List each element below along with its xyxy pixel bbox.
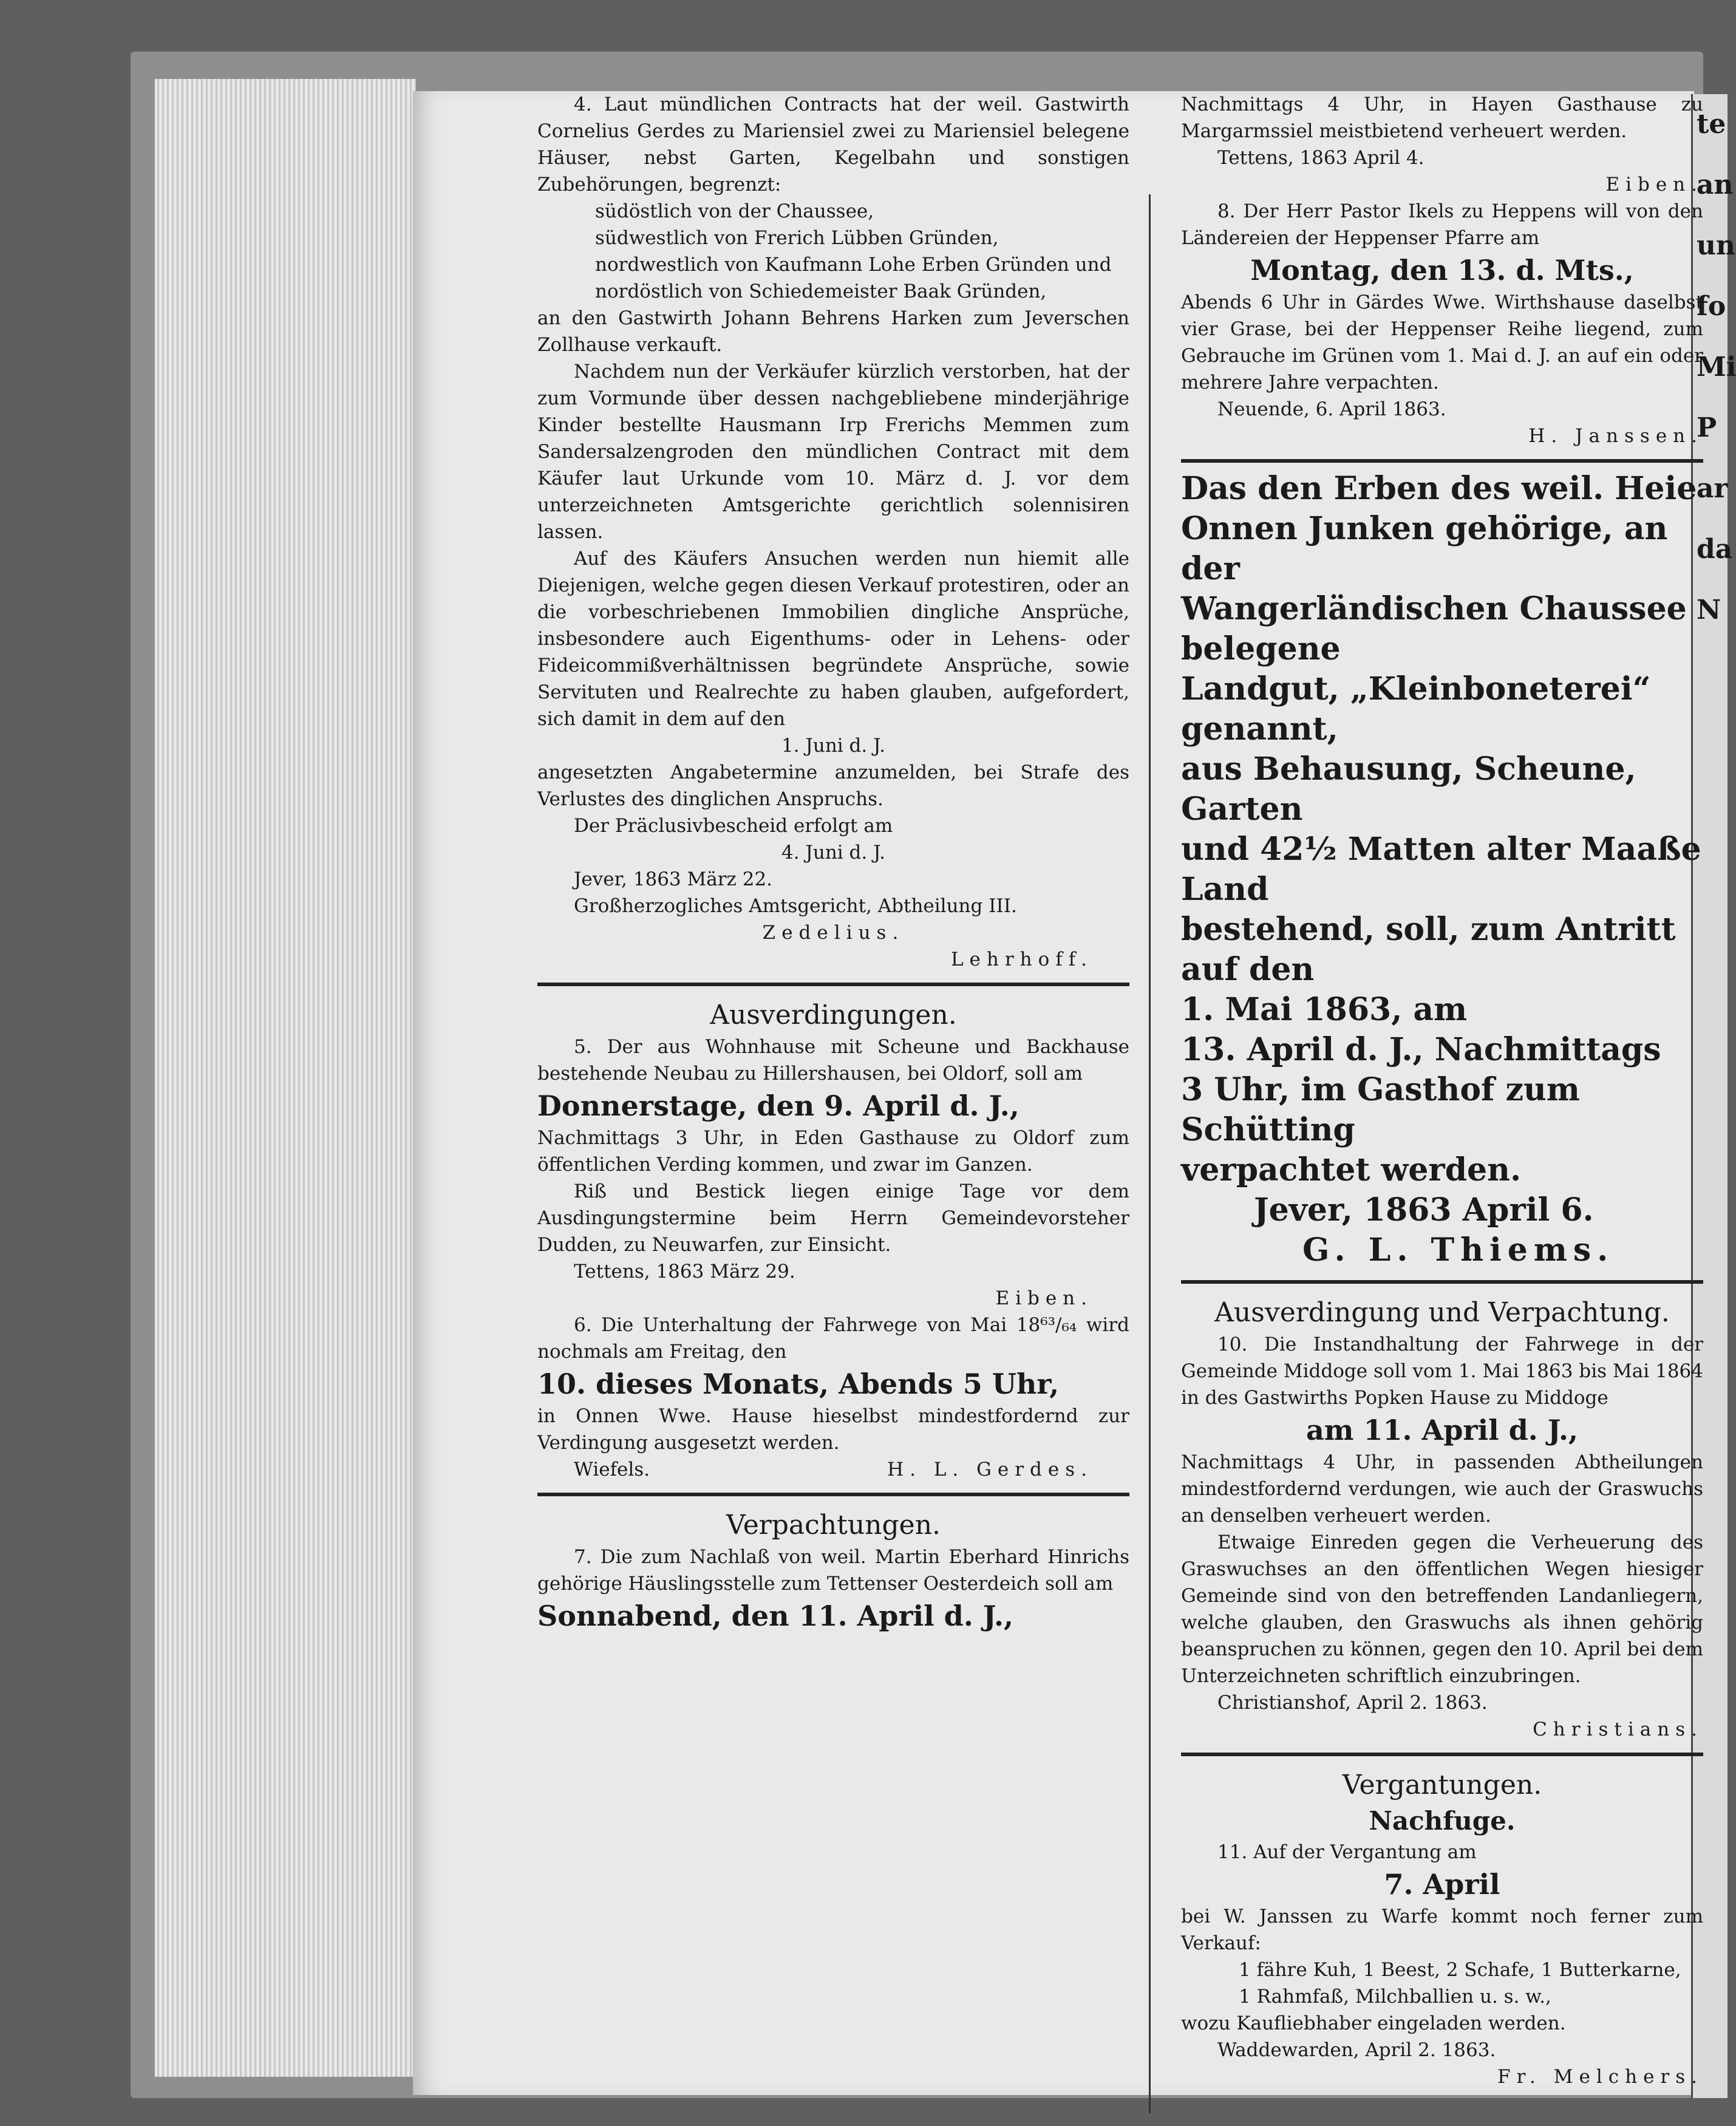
ad-line: bestehend, soll, zum Antritt auf den <box>1181 911 1676 988</box>
section-heading: Verpachtungen. <box>726 1510 941 1541</box>
next-page-fragment: te <box>1697 109 1726 140</box>
next-page-fragment: un <box>1697 230 1735 261</box>
notice-8-place: Neuende, 6. April 1863. <box>1217 398 1446 420</box>
notice-6-text: 6. Die Unterhaltung der Fahrwege von Mai 18⁶³/₆₄ wird nochmals am Freitag, den <box>537 1314 1129 1363</box>
notice-4-place: Jever, 1863 März 22. <box>574 868 773 890</box>
section-heading: Ausverdingungen. <box>710 1000 957 1031</box>
notice-8-signature: H. Janssen. <box>1528 425 1703 447</box>
notice-11-date: 7. April <box>1384 1868 1500 1901</box>
notice-5-paragraph: Nachmittags 3 Uhr, in Eden Gasthause zu Oldorf zum öffentlichen Verding kommen, und zwar im Ganzen. <box>537 1127 1129 1176</box>
section-heading: Ausverdingung und Verpachtung. <box>1214 1297 1670 1328</box>
next-page-fragment: fo <box>1697 291 1726 322</box>
column-divider <box>1149 194 1151 2113</box>
next-page-fragment: Mi <box>1697 352 1736 383</box>
ad-line: 3 Uhr, im Gasthof zum Schütting <box>1181 1071 1580 1148</box>
notice-8-date: Montag, den 13. d. Mts., <box>1250 254 1634 287</box>
notice-6-footer <box>537 1456 1129 1483</box>
notice-11-place: Waddewarden, April 2. 1863. <box>1217 2039 1496 2061</box>
notice-5-paragraph: Riß und Bestick liegen einige Tage vor dem Ausdingungstermine beim Herrn Gemeindevorsteher Dudden, zu Neuwarfen, zur Einsicht. <box>537 1181 1129 1256</box>
notice-11-paragraph: bei W. Janssen zu Warfe kommt noch ferner zum Verkauf: <box>1181 1906 1703 1954</box>
section-rule <box>1181 459 1703 463</box>
notice-4-paragraph: Nachdem nun der Verkäufer kürzlich verstorben, hat der zum Vormunde über dessen nachgebliebene minderjährige Kinder bestellte Hausmann Irp Frerichs Memmen zum Sandersalzengroden den mündlichen Contract mit dem Käufer laut Urkunde vom 10. März d. J. vor dem unterzeichneten Amtsgerichte gerichtlich solennisiren lassen. <box>537 361 1129 543</box>
next-page-fragment: P <box>1697 412 1717 443</box>
boundary-line: südwestlich von Frerich Lübben Gründen, <box>595 227 999 249</box>
notice-10-paragraph: Nachmittags 4 Uhr, in passenden Abtheilungen mindestfordernd verdungen, wie auch der Graswuchs an denselben verheuert werden. <box>1181 1451 1703 1527</box>
ad-line: Landgut, „Kleinboneterei“ genannt, <box>1181 670 1651 748</box>
notice-11-text: 11. Auf der Vergantung am <box>1217 1841 1477 1863</box>
notice-6-date: 10. dieses Monats, Abends 5 Uhr, <box>537 1368 1060 1400</box>
section-subheading: Nachfuge. <box>1369 1806 1516 1836</box>
notice-6-signature: H. L. Gerdes. <box>887 1459 1093 1480</box>
notice-11-item: 1 Rahmfaß, Milchballien u. s. w., <box>1239 1986 1551 2008</box>
notice-10-paragraph: Etwaige Einreden gegen die Verheuerung des Graswuchses an den öffentlichen Wegen hiesiger Gemeinde sind von den betreffenden Landanliegern, welche glauben, den Graswuchs als ihnen gehörig beanspruchen zu können, gegen den 10. April bei dem Unterzeichneten schriftlich einzubringen. <box>1181 1531 1703 1687</box>
ad-line: 1. Mai 1863, am <box>1181 991 1468 1028</box>
continuation-signature: Eiben. <box>1605 174 1703 196</box>
notice-7 <box>537 1544 1129 1635</box>
notice-4-date: 1. Juni d. J. <box>781 735 885 757</box>
notice-4-sale: an den Gastwirth Johann Behrens Harken zum Jeverschen Zollhause verkauft. <box>537 307 1129 356</box>
ad-place: Jever, 1863 April 6. <box>1254 1191 1594 1228</box>
notice-10-date: am 11. April d. J., <box>1305 1414 1578 1446</box>
ad-line: verpachtet werden. <box>1181 1151 1522 1188</box>
boundary-line: nordöstlich von Schiedemeister Baak Gründen, <box>595 281 1047 302</box>
notice-6-paragraph: in Onnen Wwe. Hause hieselbst mindestfordernd zur Verdingung ausgesetzt werden. <box>537 1405 1129 1454</box>
notice-11-paragraph: wozu Kaufliebhaber eingeladen werden. <box>1181 2012 1566 2034</box>
section-rule <box>1181 1280 1703 1284</box>
notice-4-paragraph: angesetzten Angabetermine anzumelden, bei Strafe des Verlustes des dinglichen Anspruchs. <box>537 761 1129 810</box>
notice-7-date: Sonnabend, den 11. April d. J., <box>537 1600 1014 1632</box>
right-column <box>1181 91 1703 2090</box>
notice-6-place: Wiefels. <box>574 1459 650 1480</box>
notice-5-place: Tettens, 1863 März 29. <box>574 1261 795 1283</box>
notice-7-text: 7. Die zum Nachlaß von weil. Martin Eberhard Hinrichs gehörige Häuslingsstelle zum Tettenser Oesterdeich soll am <box>537 1546 1129 1595</box>
boundary-line: südöstlich von der Chaussee, <box>595 200 874 222</box>
notice-10-signature: Christians. <box>1533 1719 1703 1740</box>
notice-5-date: Donnerstage, den 9. April d. J., <box>537 1089 1019 1122</box>
page-edges <box>155 79 416 2077</box>
notice-8 <box>1181 198 1703 449</box>
next-page-fragment: N <box>1697 595 1721 625</box>
section-heading: Vergantungen. <box>1342 1770 1542 1801</box>
notice-4-court: Großherzogliches Amtsgericht, Abtheilung III. <box>574 895 1017 917</box>
next-page-fragment: an <box>1697 169 1734 200</box>
notice-8-paragraph: Abends 6 Uhr in Gärdes Wwe. Wirthshause daselbst vier Grase, bei der Heppenser Reihe liegend, zum Gebrauche im Grünen vom 1. Mai d. J. an auf ein oder mehrere Jahre verpachten. <box>1181 291 1703 394</box>
notice-4-signature: Zedelius. <box>762 922 905 944</box>
notice-4-paragraph: Auf des Käufers Ansuchen werden nun hiemit alle Diejenigen, welche gegen diesen Verkauf protestiren, oder an die vorbeschriebenen Immobilien dingliche Ansprüche, insbesondere auch Eigenthums- oder in Lehens- oder Fideicommißverhältnissen begründete Ansprüche, sowie Servituten und Realrechte zu haben glauben, aufgefordert, sich damit in dem auf den <box>537 548 1129 730</box>
continuation-place: Tettens, 1863 April 4. <box>1217 147 1425 169</box>
estate-lease-ad <box>1181 469 1703 1270</box>
notice-5 <box>537 1034 1129 1312</box>
notice-5-signature: Eiben. <box>995 1287 1093 1309</box>
section-rule <box>537 1493 1129 1496</box>
notice-4 <box>537 91 1129 973</box>
notice-11-item: 1 fähre Kuh, 1 Beest, 2 Schafe, 1 Butterkarne, <box>1239 1959 1681 1981</box>
notice-5-text: 5. Der aus Wohnhause mit Scheune und Backhause bestehende Neubau zu Hillershausen, bei Oldorf, soll am <box>537 1036 1129 1085</box>
ad-line: Das den Erben des weil. Heie <box>1181 470 1697 507</box>
next-page-fragment: ar <box>1697 473 1728 504</box>
notice-4-date: 4. Juni d. J. <box>781 842 885 864</box>
notice-4-signature: Lehrhoff. <box>950 949 1093 970</box>
notice-10 <box>1181 1331 1703 1743</box>
notice-6 <box>537 1312 1129 1483</box>
section-rule <box>537 983 1129 986</box>
notice-4-intro: 4. Laut mündlichen Contracts hat der weil. Gastwirth Cornelius Gerdes zu Mariensiel zwei zu Mariensiel belegene Häuser, nebst Garten, Kegelbahn und sonstigen Zubehörungen, begrenzt: <box>537 94 1129 196</box>
notice-11-signature: Fr. Melchers. <box>1497 2066 1703 2088</box>
ad-line: Wangerländischen Chaussee belegene <box>1181 590 1687 667</box>
notice-4-paragraph: Der Präclusivbescheid erfolgt am <box>574 815 893 837</box>
notice-continuation: Nachmittags 4 Uhr, in Hayen Gasthause zu Margarmssiel meistbietend verheuert werden. <box>1181 94 1703 142</box>
notice-11 <box>1181 1839 1703 2090</box>
notice-10-place: Christianshof, April 2. 1863. <box>1217 1692 1488 1714</box>
boundary-line: nordwestlich von Kaufmann Lohe Erben Gründen und <box>595 254 1112 276</box>
next-page-fragment: da <box>1697 534 1733 565</box>
notice-8-text: 8. Der Herr Pastor Ikels zu Heppens will von den Ländereien der Heppenser Pfarre am <box>1181 200 1703 249</box>
ad-line: 13. April d. J., Nachmittags <box>1181 1031 1661 1068</box>
ad-signature: G. L. Thiems. <box>1302 1232 1615 1269</box>
section-rule <box>1181 1753 1703 1756</box>
ad-line: Onnen Junken gehörige, an der <box>1181 510 1668 587</box>
ad-line: und 42½ Matten alter Maaße Land <box>1181 831 1701 908</box>
ad-line: aus Behausung, Scheune, Garten <box>1181 751 1636 828</box>
left-column <box>537 91 1129 1635</box>
notice-10-text: 10. Die Instandhaltung der Fahrwege in der Gemeinde Middoge soll vom 1. Mai 1863 bis Mai 1864 in des Gastwirths Popken Hause zu Middoge <box>1181 1334 1703 1409</box>
